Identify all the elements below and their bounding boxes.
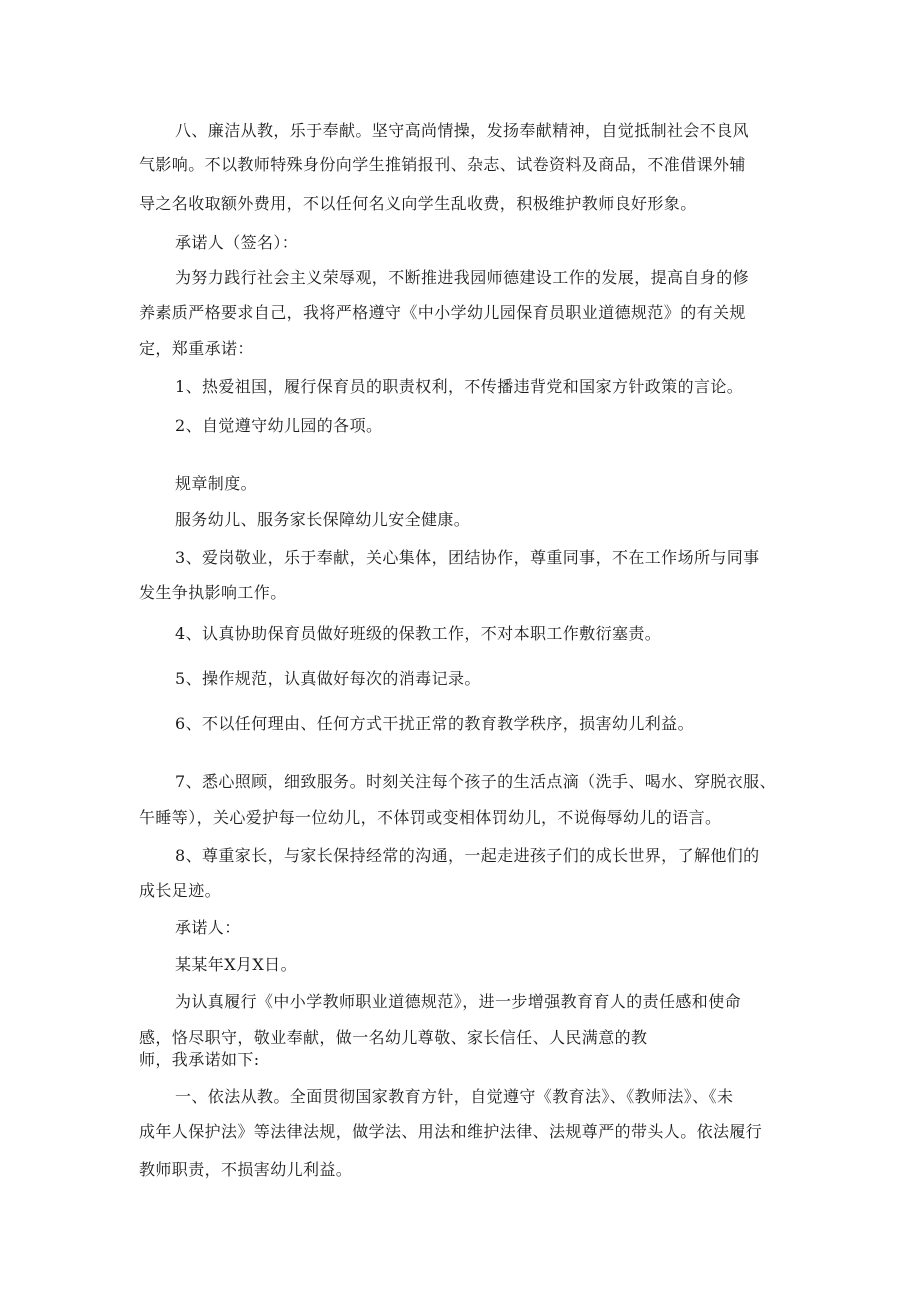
text-line: 发生争执影响工作。 <box>139 583 287 602</box>
text-line: 气影响。不以教师特殊身份向学生推销报刊、杂志、试卷资料及商品，不准借课外辅 <box>139 155 746 174</box>
text-line: 导之名收取额外费用，不以任何名义向学生乱收费，积极维护教师良好形象。 <box>139 194 697 213</box>
list-item: 6、不以任何理由、任何方式干扰正常的教育教学秩序，损害幼儿利益。 <box>175 714 694 733</box>
text-line: 养素质严格要求自己，我将严格遵守《中小学幼儿园保育员职业道德规范》的有关规 <box>139 303 746 322</box>
text-line: 为努力践行社会主义荣辱观，不断推进我园师德建设工作的发展，提高自身的修 <box>175 268 750 287</box>
text-line: 规章制度。 <box>175 474 258 493</box>
list-item: 2、自觉遵守幼儿园的各项。 <box>175 416 383 435</box>
list-item: 3、爱岗敬业，乐于奉献，关心集体，团结协作，尊重同事，不在工作场所与同事 <box>175 548 760 567</box>
text-line: 师，我承诺如下: <box>139 1050 260 1069</box>
text-line: 为认真履行《中小学教师职业道德规范》，进一步增强教育育人的责任感和使命 <box>175 992 742 1011</box>
list-item: 7、悉心照顾，细致服务。时刻关注每个孩子的生活点滴（洗手、喝水、穿脱衣服、 <box>175 772 776 791</box>
date-line: 某某年X月X日。 <box>175 955 297 974</box>
list-item: 1、热爱祖国，履行保育员的职责权利，不传播违背党和国家方针政策的言论。 <box>175 377 744 396</box>
text-line: 八、廉洁从教，乐于奉献。坚守高尚情操，发扬奉献精神，自觉抵制社会不良风 <box>175 121 750 140</box>
list-item: 一、依法从教。全面贯彻国家教育方针，自觉遵守《教育法》、《教师法》、《未 <box>175 1087 734 1106</box>
text-line: 教师职责，不损害幼儿利益。 <box>139 1160 353 1179</box>
list-item: 4、认真协助保育员做好班级的保教工作，不对本职工作敷衍塞责。 <box>175 624 662 643</box>
text-line: 成长足迹。 <box>139 881 222 900</box>
text-line: 定，郑重承诺： <box>139 339 254 358</box>
list-item: 5、操作规范，认真做好每次的消毒记录。 <box>175 669 481 688</box>
list-item: 8、尊重家长，与家长保持经常的沟通，一起走进孩子们的成长世界，了解他们的 <box>175 846 760 865</box>
text-line: 服务幼儿、服务家长保障幼儿安全健康。 <box>175 510 471 529</box>
text-line: 感，恪尽职守，敬业奉献，做一名幼儿尊敬、家长信任、人民满意的教 <box>139 1028 648 1047</box>
signature-label: 承诺人（签名）： <box>175 233 299 252</box>
text-line: 午睡等），关心爱护每一位幼儿，不体罚或变相体罚幼儿，不说侮辱幼儿的语言。 <box>139 808 722 827</box>
text-line: 成年人保护法》等法律法规，做学法、用法和维护法律、法规尊严的带头人。依法履行 <box>139 1122 763 1141</box>
signature-label: 承诺人： <box>175 918 241 937</box>
